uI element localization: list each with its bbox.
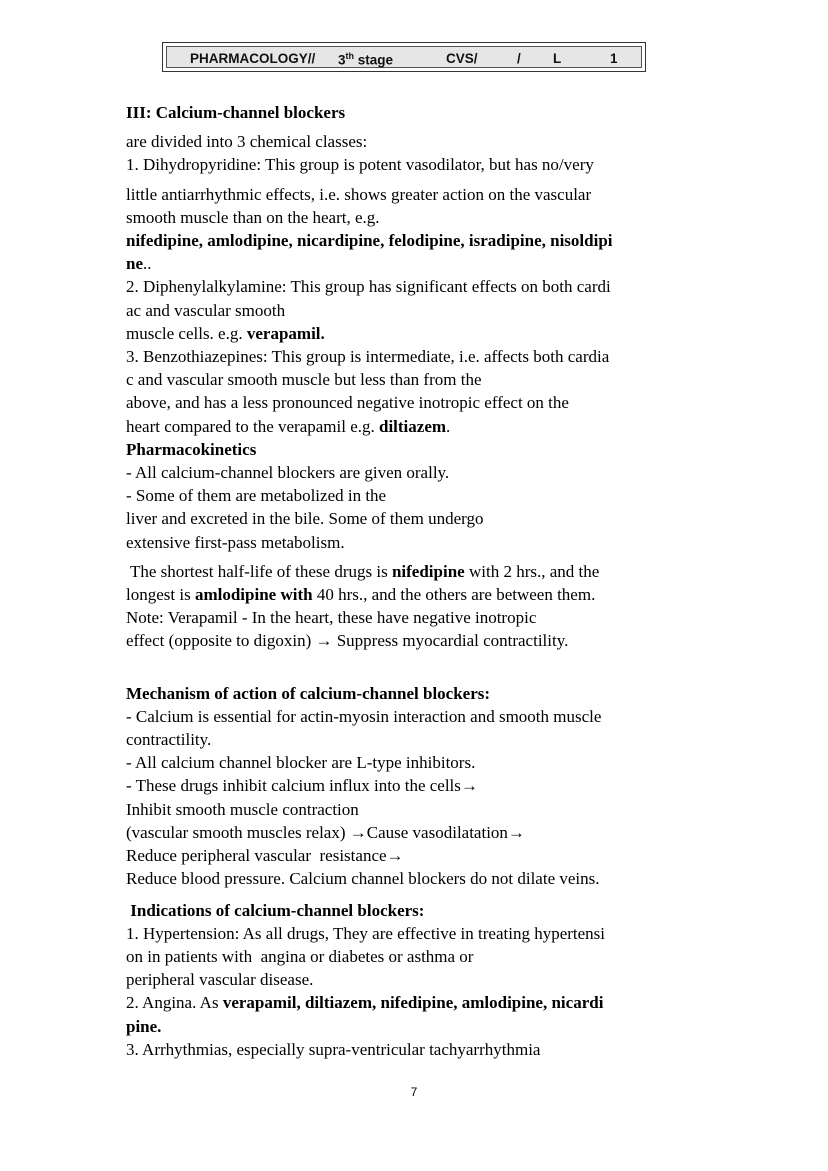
header-lecture: L	[553, 51, 562, 66]
class2-line3	[126, 322, 710, 345]
pk-hl2-drug-long: amlodipine with	[194, 585, 313, 605]
mech-line8: Reduce blood pressure. Calcium channel blockers do not dilate veins.	[126, 869, 600, 889]
mech-line1: - Calcium is essential for actin-myosin interaction and smooth muscle	[126, 706, 602, 726]
pk-hl-text-a: The shortest half-life of these drugs is	[126, 561, 392, 581]
ind-angina-text: 2. Angina. As	[126, 993, 223, 1013]
header-stage-word: stage	[357, 52, 394, 68]
header-slash: /	[517, 51, 521, 66]
class1-line3: smooth muscle than on the heart, e.g.	[126, 207, 380, 227]
class1-line1: 1. Dihydropyridine: This group is potent vasodilator, but has no/very	[126, 155, 594, 175]
class1-line2: little antiarrhythmic effects, i.e. shows greater action on the vascular	[126, 184, 592, 204]
section-title: III: Calcium-channel blockers	[126, 103, 346, 122]
ind-angina-drugs: verapamil, diltiazem, nifedipine, amlodipine, nicardi	[222, 993, 604, 1013]
class1-drugs-tail: ..	[143, 254, 152, 274]
class2-text: muscle cells. e.g.	[126, 323, 247, 343]
class1-drugs-line1: nifedipine, amlodipine, nicardipine, felodipine, isradipine, nisoldipi	[126, 231, 613, 251]
header-number: 1	[610, 51, 618, 66]
mech-line6: (vascular smooth muscles relax) →Cause vasodilatation→	[126, 822, 525, 842]
class2-line2: ac and vascular smooth	[126, 300, 286, 320]
pk-hl-drug-short: nifedipine	[391, 561, 465, 581]
intro-line: are divided into 3 chemical classes:	[126, 132, 368, 152]
header-stage	[338, 51, 393, 68]
ind-line1: 1. Hypertension: As all drugs, They are effective in treating hypertensi	[126, 923, 606, 943]
pk-line3: liver and excreted in the bile. Some of them undergo	[126, 509, 484, 529]
pk-halflife-line2	[126, 583, 710, 606]
pk-line2: - Some of them are metabolized in the	[126, 486, 387, 506]
mechanism-heading: Mechanism of action of calcium-channel blockers:	[126, 683, 491, 703]
pk-line4: extensive first-pass metabolism.	[126, 532, 345, 552]
ind-line5: pine.	[126, 1016, 162, 1036]
header-stage-suffix: th	[345, 51, 355, 61]
pk-note-line1: Note: Verapamil - In the heart, these have negative inotropic	[126, 608, 537, 628]
mech-line7: Reduce peripheral vascular resistance→	[126, 846, 404, 866]
class2-drug: verapamil.	[246, 323, 325, 343]
mech-line4: - These drugs inhibit calcium influx into the cells→	[126, 776, 478, 796]
pk-hl-text-c: with 2 hrs., and the	[464, 561, 600, 581]
ind-line2: on in patients with angina or diabetes or asthma or	[126, 946, 474, 966]
pharmacokinetics-heading: Pharmacokinetics	[126, 439, 257, 459]
pk-hl2-text-a: longest is	[126, 585, 195, 605]
header-banner	[166, 46, 642, 68]
document-body	[126, 101, 710, 1061]
class3-text: heart compared to the verapamil e.g.	[126, 416, 379, 436]
header-system: CVS/	[446, 51, 478, 66]
header-stage-number: 3	[338, 52, 346, 68]
pk-halflife-line1	[126, 560, 710, 583]
class3-line1: 3. Benzothiazepines: This group is intermediate, i.e. affects both cardia	[126, 347, 610, 367]
ind-line3: peripheral vascular disease.	[126, 970, 314, 990]
mech-line2: contractility.	[126, 730, 212, 750]
page-number: 7	[410, 1085, 418, 1099]
class2-line1: 2. Diphenylalkylamine: This group has significant effects on both cardi	[126, 277, 611, 297]
pk-line1: - All calcium-channel blockers are given orally.	[126, 463, 450, 483]
ind-line6: 3. Arrhythmias, especially supra-ventricular tachyarrhythmia	[126, 1039, 541, 1059]
class3-line4	[126, 415, 710, 438]
class1-drugs-line2	[126, 252, 710, 275]
class3-line2: c and vascular smooth muscle but less than from the	[126, 370, 482, 390]
mech-line3: - All calcium channel blocker are L-type inhibitors.	[126, 753, 476, 773]
page-header	[162, 42, 646, 72]
mech-line5: Inhibit smooth muscle contraction	[126, 799, 359, 819]
class3-tail: .	[446, 416, 451, 436]
class1-drugs-bold: ne	[126, 254, 143, 274]
pk-note-line2: effect (opposite to digoxin) → Suppress myocardial contractility.	[126, 631, 569, 651]
indications-heading: Indications of calcium-channel blockers:	[126, 900, 425, 920]
pk-hl2-text-c: 40 hrs., and the others are between them.	[312, 585, 596, 605]
header-course: PHARMACOLOGY//	[190, 51, 316, 66]
ind-line4	[126, 991, 710, 1014]
class3-line3: above, and has a less pronounced negative inotropic effect on the	[126, 393, 569, 413]
class3-drug: diltiazem	[379, 416, 447, 436]
